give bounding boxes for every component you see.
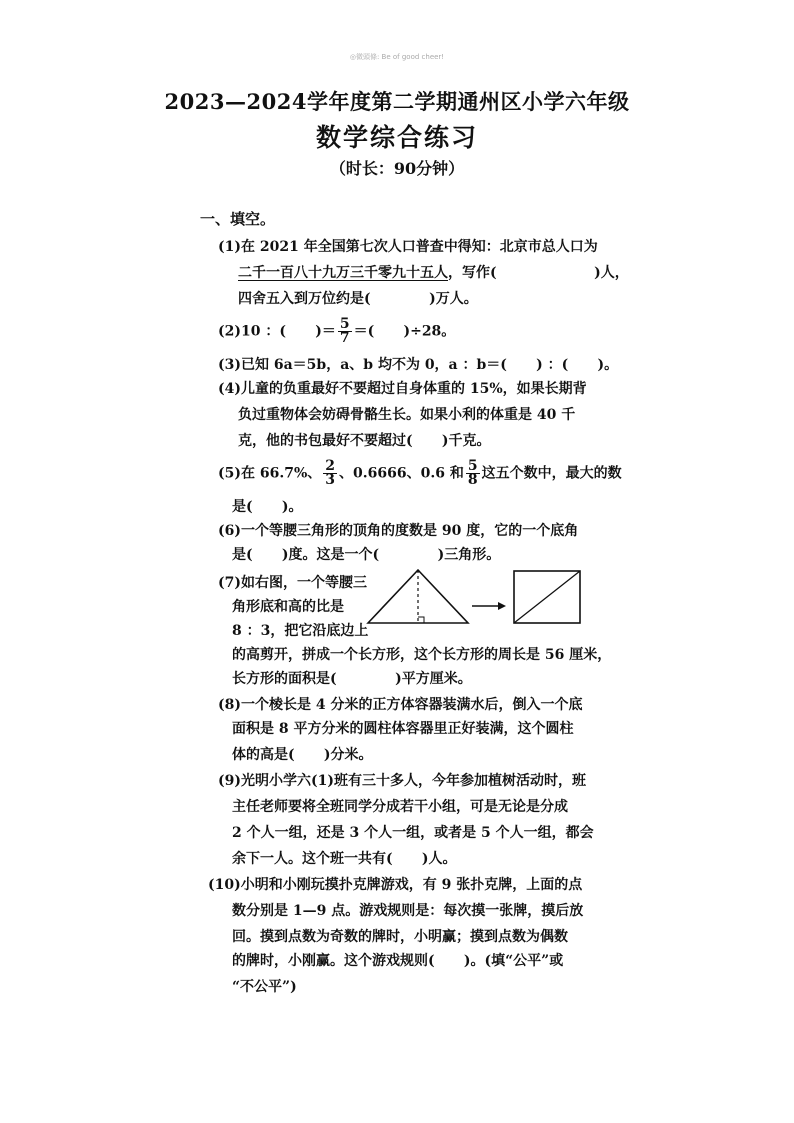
q10-line-1: (10)小明和小刚玩摸扑克牌游戏，有 9 张扑克牌，上面的点 bbox=[208, 877, 583, 893]
q5-line-1 bbox=[218, 460, 622, 487]
q7-line-5: 长方形的面积是( )平方厘米。 bbox=[232, 671, 472, 687]
q4-line-3: 克，他的书包最好不要超过( )千克。 bbox=[238, 433, 491, 449]
q2-post: ＝( )÷28。 bbox=[353, 323, 456, 340]
exam-subtitle: 数学综合练习 bbox=[315, 123, 478, 152]
q10-line-4: 的牌时，小刚赢。这个游戏规则( )。(填“公平”或 bbox=[232, 953, 564, 969]
q1-line-3: 四舍五入到万位约是( )万人。 bbox=[238, 291, 478, 307]
q10-line-5: “不公平”) bbox=[232, 979, 297, 995]
q5-mid: 、0.6666、0.6 和 bbox=[339, 465, 464, 482]
q7-line-4: 的高剪开，拼成一个长方形，这个长方形的周长是 56 厘米， bbox=[232, 647, 612, 663]
q2-pre: (2)10 ：( )＝ bbox=[218, 323, 336, 340]
q5-fraction-1-numerator: 2 bbox=[325, 458, 336, 474]
q1-line-1: (1)在 2021 年全国第七次人口普查中得知：北京市总人口为 bbox=[218, 239, 598, 255]
q8-line-1: (8)一个棱长是 4 分米的正方体容器装满水后，倒入一个底 bbox=[218, 697, 583, 713]
q10-line-2: 数分别是 1—9 点。游戏规则是：每次摸一张牌，摸后放 bbox=[232, 903, 584, 919]
q2-fraction-numerator: 5 bbox=[339, 316, 350, 332]
q6-line-1: (6)一个等腰三角形的顶角的度数是 90 度，它的一个底角 bbox=[218, 523, 579, 539]
exam-duration: （时长：90分钟） bbox=[329, 159, 465, 178]
q1-line-2-rest: ，写作( )人， bbox=[448, 265, 629, 281]
q5-fraction-1-denominator: 3 bbox=[325, 472, 336, 488]
q8-line-2: 面积是 8 平方分米的圆柱体容器里正好装满，这个圆柱 bbox=[232, 721, 574, 737]
q3-line: (3)已知 6a＝5b，a、b 均不为 0，a ：b＝( ) ：( )。 bbox=[218, 357, 619, 373]
q1-underlined-number: 二千一百八十九万三千零九十五人 bbox=[238, 265, 448, 281]
q2-line bbox=[218, 318, 455, 345]
q4-line-2: 负过重物体会妨碍骨骼生长。如果小利的体重是 40 千 bbox=[238, 407, 576, 423]
q7-line-3: 8 ：3，把它沿底边上 bbox=[232, 623, 369, 639]
q5-fraction-2 bbox=[466, 460, 480, 487]
q7-line-1: (7)如右图，一个等腰三 bbox=[218, 575, 367, 591]
q5-post: 这五个数中，最大的数 bbox=[481, 465, 622, 482]
arrow-icon bbox=[472, 602, 506, 610]
q4-line-1: (4)儿童的负重最好不要超过自身体重的 15%，如果长期背 bbox=[218, 381, 587, 397]
q1-line-2 bbox=[238, 264, 629, 282]
q2-fraction bbox=[338, 318, 352, 345]
q9-line-1: (9)光明小学六(1)班有三十多人，今年参加植树活动时，班 bbox=[218, 773, 586, 789]
q8-line-3: 体的高是( )分米。 bbox=[232, 747, 373, 763]
section-heading: 一、填空。 bbox=[200, 210, 276, 228]
isosceles-triangle bbox=[368, 570, 468, 623]
q5-line-2: 是( )。 bbox=[232, 499, 303, 515]
q9-line-4: 余下一人。这个班一共有( )人。 bbox=[232, 851, 457, 867]
right-angle-mark bbox=[418, 617, 424, 623]
q7-figure bbox=[360, 566, 586, 626]
watermark: ◎微頭條: Be of good cheer! bbox=[349, 53, 445, 61]
q10-line-3: 回。摸到点数为奇数的牌时，小明赢；摸到点数为偶数 bbox=[232, 929, 568, 945]
q9-line-2: 主任老师要将全班同学分成若干小组，可是无论是分成 bbox=[232, 799, 568, 815]
q7-line-2: 角形底和高的比是 bbox=[232, 599, 344, 615]
q5-fraction-1 bbox=[323, 460, 337, 487]
rectangle-with-diagonal bbox=[514, 571, 580, 623]
q2-fraction-denominator: 7 bbox=[339, 330, 350, 346]
q9-line-3: 2 个人一组，还是 3 个人一组，或者是 5 个人一组，都会 bbox=[232, 825, 594, 841]
q5-pre: (5)在 66.7%、 bbox=[218, 465, 322, 482]
exam-title: 2023—2024学年度第二学期通州区小学六年级 bbox=[164, 89, 630, 114]
q5-fraction-2-numerator: 5 bbox=[467, 458, 478, 474]
q5-fraction-2-denominator: 8 bbox=[467, 472, 478, 488]
q6-line-2: 是( )度。这是一个( )三角形。 bbox=[232, 547, 501, 563]
